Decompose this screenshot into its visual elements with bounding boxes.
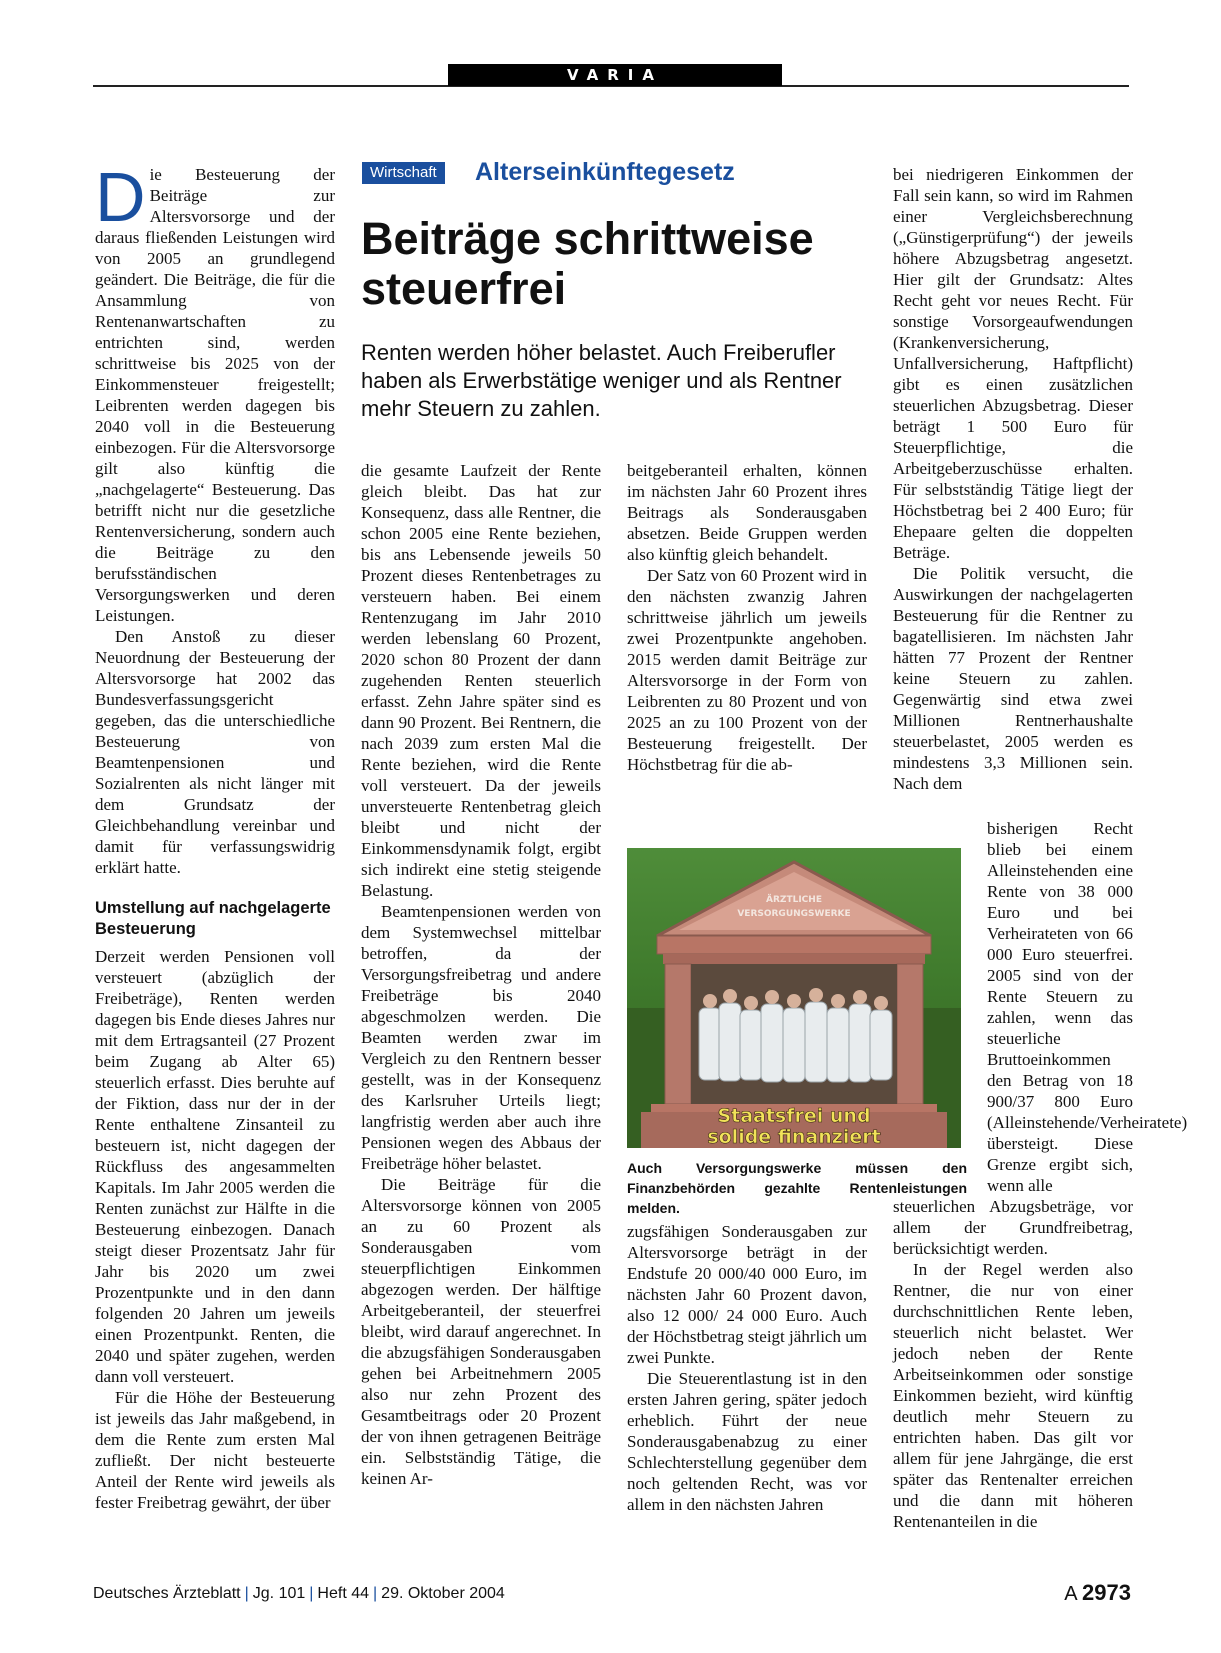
paragraph: Für die Höhe der Besteuerung ist jeweils das Jahr maßgebend, in dem die Rente zum ersten Mal zufließt. Der nicht besteuerte Anteil der Rente wird jeweils als fester Freibetrag gewährt, der über <box>95 1388 335 1512</box>
column-3 <box>627 460 867 775</box>
column-4-wrap <box>893 818 1188 1532</box>
journal-name: Deutsches Ärzteblatt <box>93 1585 241 1602</box>
paragraph: Die Politik versucht, die Auswirkungen der nachgelagerten Besteuerung für die Rentner zu bagatellisieren. Im nächsten Jahr hätten 77 Prozent der Rentner keine Steuern zu zahlen. Gegenwärtig sind etwa zwei Millionen Rentnerhaushalte steuerbelastet, 2005 werden es mindestens 3,3 Millionen sein. Nach dem <box>893 564 1133 793</box>
paragraph: beitgeberanteil erhalten, können im nächsten Jahr 60 Prozent ihres Beitrags als Sonderausgaben absetzen. Beide Gruppen werden also künftig gleich behandelt. <box>627 461 867 564</box>
paragraph: Die Steuerentlastung ist in den ersten Jahren gering, später jedoch erheblich. Führt der neue Sonderausgabenabzug zu einer Schlechterstellung gegenüber dem noch geltenden Recht, was vor allem in den nächsten Jahren <box>627 1369 867 1514</box>
paragraph: steuerlichen Abzugsbeträge, vor allem der Grundfreibetrag, berücksichtigt werden. <box>893 1197 1133 1258</box>
paragraph: Derzeit werden Pensionen voll versteuert (abzüglich der Freibeträge), Renten werden dagegen bis Ende dieses Jahres nur mit dem Ertragsanteil (27 Prozent beim Zugang ab Alter 65) steuerlich erfasst. Dies beruhte auf der Fiktion, dass nur der in der Rente enthaltene Zinsanteil zu besteuern ist, nicht dagegen der Rückfluss des angesammelten Kapitals. Im Jahr 2005 werden die Renten zunächst zur Hälfte in die Besteuerung einbezogen. Danach steigt dieser Prozentsatz Jahr für Jahr bis 2020 um zwei Prozentpunkte und in den dann folgenden 20 Jahren um jeweils einen Prozentpunkt. Renten, die 2040 und später zugehen, werden dann voll versteuert. <box>95 947 335 1386</box>
lede: Renten werden höher belastet. Auch Freiberufler haben als Erwerbstätige weniger und als Rentner mehr Steuern zu zahlen. <box>361 340 842 421</box>
pediment-text-2: VERSORGUNGSWERKE <box>737 909 851 919</box>
photo-caption: Auch Versorgungswerke müssen den Finanzbehörden gezahlte Rentenleistungen melden. <box>627 1160 967 1216</box>
footer: Deutsches Ärzteblatt | Jg. 101 | Heft 44 | 29. Oktober 2004 <box>93 1585 505 1602</box>
column-1 <box>95 158 335 1513</box>
column-4 <box>893 164 1133 794</box>
banner-text-1: Staatsfrei und <box>717 1105 871 1127</box>
page-number: A 2973 <box>1064 1580 1131 1605</box>
paragraph: die gesamte Laufzeit der Rente gleich bleibt. Das hat zur Konsequenz, dass alle Rentner, die schon 2005 eine Rente beziehen, bis ans Lebensende jeweils 50 Prozent dieses Rentenbetrages zu versteuern haben. Bei einem Rentenzugang im Jahr 2010 werden lebenslang 60 Prozent, 2020 schon 80 Prozent der dann zugehenden Renten steuerlich erfasst. Zehn Jahre später sind es dann 90 Prozent. Bei Rentnern, die nach 2039 zum ersten Mal die Rente beziehen, wird die Rente voll versteuert. Da der jeweils unversteuerte Rentenbetrag gleich bleibt und nicht der Einkommensdynamik folgt, ergibt sich indirekt eine stetig steigende Belastung. <box>361 461 601 900</box>
paragraph: Beamtenpensionen werden von dem Systemwechsel mittelbar betroffen, da der Versorgungsfreibetrag und andere Freibeträge bis 2040 abgeschmolzen werden. Die Beamten werden zwar im Vergleich zu den Rentnern besser gestellt, was in der Konsequenz des Karlsruher Urteils liegt; langfristig werden aber auch ihre Pensionen wegen des Abbaus der Freibeträge höher belastet. <box>361 902 601 1173</box>
issue: Heft 44 <box>317 1585 370 1602</box>
column-3-continued <box>627 1221 867 1515</box>
banner-text-2: solide finanziert <box>707 1126 881 1148</box>
paragraph: zugsfähigen Sonderausgaben zur Altersvorsorge beträgt in der Endstufe 20 000/40 000 Euro, im nächsten Jahr 60 Prozent davon, also 12 000/ 24 000 Euro. Auch der Höchstbetrag steigt jährlich um zwei Punkte. <box>627 1222 867 1367</box>
section-label: VARIA <box>448 64 782 86</box>
pediment-text-1: ÄRZTLICHE <box>766 895 822 905</box>
kicker: Alterseinkünftegesetz <box>475 158 735 186</box>
issue-date: 29. Oktober 2004 <box>381 1585 505 1602</box>
intro-paragraph: Die Besteuerung der Beiträge zur Altersvorsorge und der daraus fließenden Leistungen wird von 2005 an grundlegend geändert. Die Beiträge, die für die Ansammlung von Rentenanwartschaften zu entrichten sind, werden schrittweise bis 2025 von der Einkommensteuer freigestellt; Leibrenten werden dagegen bis 2040 voll in die Besteuerung einbezogen. Für die Altersvorsorge gilt also künftig die „nachgelagerte“ Besteuerung. Das betrifft nicht nur die gesetzliche Rentenversicherung, sondern auch die Beiträge zu den berufsständischen Versorgungswerken und deren Leistungen. <box>95 158 335 625</box>
category-tag: Wirtschaft <box>362 162 445 184</box>
paragraph: Der Satz von 60 Prozent wird in den nächsten zwanzig Jahren schrittweise jährlich um jeweils zwei Prozentpunkte angehoben. 2015 werden damit Beiträge zur Altersvorsorge in der Form von Leibrenten zu 80 Prozent und von 2025 an zu 100 Prozent von der Besteuerung freigestellt. Der Höchstbetrag für die ab- <box>627 566 867 774</box>
paragraph: Die Beiträge für die Altersvorsorge können von 2005 an zu 60 Prozent als Sonderausgaben vom steuerpflichtigen Einkommen abgezogen werden. Der hälftige Arbeitgeberanteil, der steuerfrei bleibt, wird darauf angerechnet. In die abzugsfähigen Sonderausgaben gehen bei Arbeitnehmern 2005 also nur zehn Prozent des Gesamtbeitrags oder 20 Prozent der von ihnen getragenen Beiträge ein. Selbstständig Tätige, die keinen Ar- <box>361 1175 601 1488</box>
headline: Beiträge schrittweise steuerfrei <box>361 213 814 314</box>
volume: Jg. 101 <box>252 1585 306 1602</box>
paragraph: In der Regel werden also Rentner, die nur von einer durchschnittlichen Rente leben, steuerlich nicht belastet. Wer jedoch neben der Rente Arbeitseinkommen oder sonstige Einkommen bezieht, wird künftig deutlich mehr Steuern zu entrichten haben. Das gilt vor allem für jene Jahrgänge, die erst später das Rentenalter erreichen und die dann mit höheren Rentenanteilen in die <box>893 1260 1133 1531</box>
paragraph: Den Anstoß zu dieser Neuordnung der Besteuerung der Altersvorsorge hat 2002 das Bundesverfassungsgericht gegeben, das die unterschiedliche Besteuerung von Beamtenpensionen und Sozialrenten als nicht länger mit dem Grundsatz der Gleichbehandlung vereinbar und damit für verfassungswidrig erklärt hatte. <box>95 627 335 877</box>
subheading: Umstellung auf nachgelagerte Besteuerung <box>95 899 331 938</box>
paragraph: bisherigen Recht blieb bei einem Alleinstehenden eine Rente von 38 000 Euro und bei Verheirateten von 66 000 Euro steuerfrei. 2005 sind von der Rente Steuern zu zahlen, wenn das steuerliche Bruttoeinkommen den Betrag von 18 900/37 800 Euro (Alleinstehende/Verheiratete) übersteigt. Diese Grenze ergibt sich, wenn alle <box>987 819 1188 1195</box>
drop-cap: D <box>95 158 146 236</box>
column-2 <box>361 460 601 1489</box>
paragraph: bei niedrigeren Einkommen der Fall sein kann, so wird im Rahmen einer Vergleichsberechnung („Günstigerprüfung“) der jeweils höhere Abzugsbetrag angesetzt. Hier gilt der Grundsatz: Altes Recht geht vor neues Recht. Für sonstige Vorsorgeaufwendungen (Krankenversicherung, Unfallversicherung, Haftpflicht) gibt es einen zusätzlichen steuerlichen Abzugsbetrag. Dieser beträgt 1 500 Euro für Steuerpflichtige, die Arbeitgeberzuschüsse erhalten. Für selbstständig Tätige liegt der Höchstbetrag bei 2 400 Euro; für Ehepaare gelten die doppelten Beträge. <box>893 165 1133 562</box>
